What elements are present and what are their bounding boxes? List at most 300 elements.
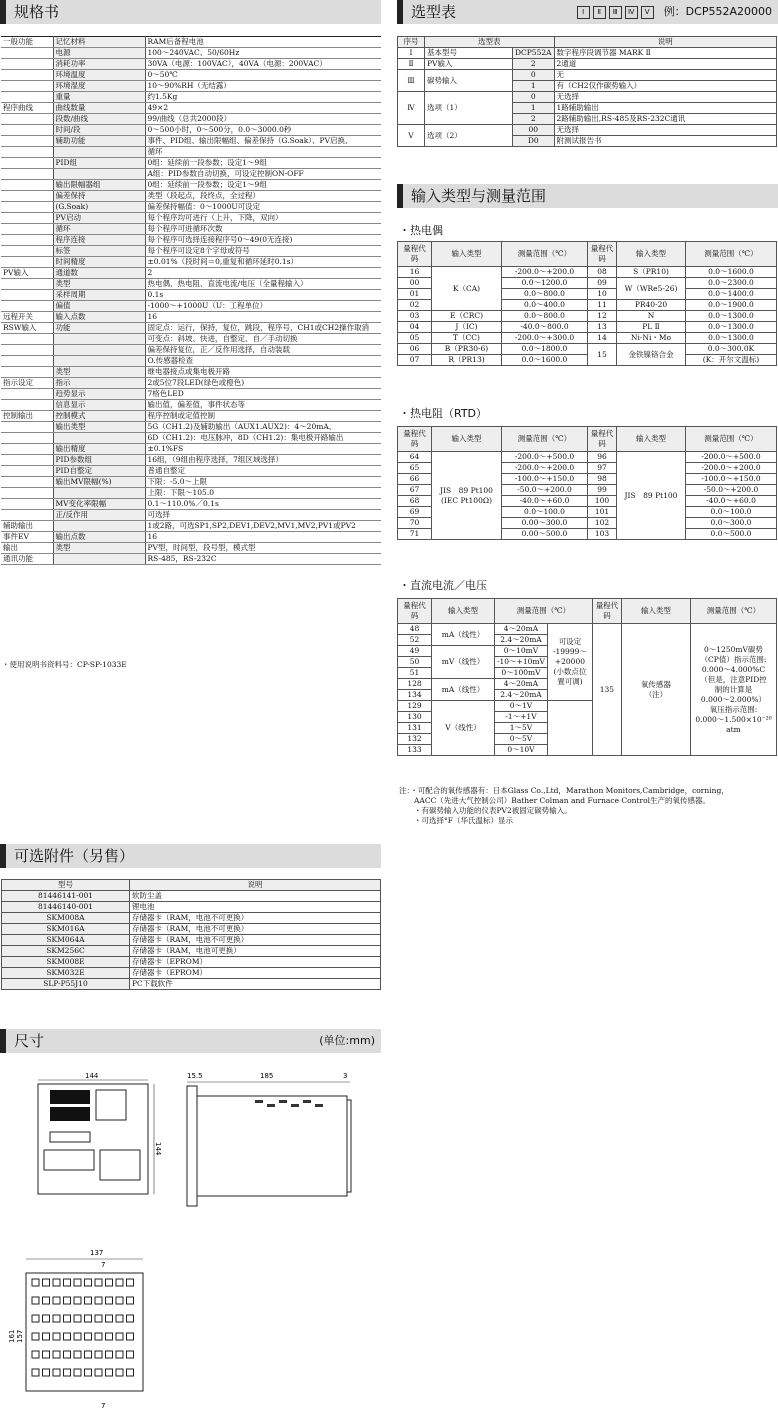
- terminal-screw: [85, 1315, 92, 1322]
- range-value: 0.0～1400.0: [686, 289, 777, 300]
- accessory-desc: 锂电池: [130, 902, 381, 913]
- spec-value: 循环: [145, 147, 381, 158]
- range-value: 2.4～20mA: [495, 690, 548, 701]
- column-header: 输入类型: [432, 599, 495, 624]
- terminal-screw: [64, 1279, 71, 1286]
- spec-row: [1, 37, 381, 48]
- accessory-desc: PC下载软件: [130, 979, 381, 990]
- spec-category: [1, 477, 53, 488]
- spec-category: [1, 59, 53, 70]
- thermocouple-table: [397, 241, 777, 366]
- range-value: 0～1V: [495, 701, 548, 712]
- spec-item: 时间精度: [53, 257, 145, 268]
- range-value: -1～+1V: [495, 712, 548, 723]
- tc-title: ・热电偶: [399, 224, 443, 237]
- accessory-desc: 软防尘盖: [130, 891, 381, 902]
- table-cell: 0.0～1600.0: [502, 355, 588, 366]
- model-code: D0: [513, 136, 555, 147]
- range-code: 97: [588, 463, 617, 474]
- note-line: 注：・可配合的氧传感器有：日本Glass Co.,Ltd，Marathon Monitors,Cambridge，corning，: [399, 786, 729, 795]
- dim-rear-h2-label: 157: [16, 1329, 24, 1343]
- roman-code-box: Ⅱ: [593, 6, 606, 19]
- spec-item: 信息显示: [53, 400, 145, 411]
- spec-category: [1, 136, 53, 147]
- terminal-screw: [127, 1333, 134, 1340]
- spec-table: [1, 36, 381, 565]
- input-type: V（线性）: [432, 701, 495, 756]
- spec-value: 下限：-5.0～上限: [145, 477, 381, 488]
- spec-item: 环境温度: [53, 70, 145, 81]
- terminal-screw: [32, 1297, 39, 1304]
- range-value: -40.0～+60.0: [502, 496, 588, 507]
- spec-category: [1, 257, 53, 268]
- spec-category: [1, 125, 53, 136]
- range-code: 02: [398, 300, 432, 311]
- spec-category: [1, 224, 53, 235]
- terminal-screw: [74, 1369, 81, 1376]
- terminal-screw: [127, 1315, 134, 1322]
- range-code: 67: [398, 485, 432, 496]
- terminal-screw: [116, 1351, 123, 1358]
- spec-item: 控制模式: [53, 411, 145, 422]
- spec-item: [53, 345, 145, 356]
- range-value: (K：开尔文温标): [686, 355, 777, 366]
- spec-category: [1, 81, 53, 92]
- spec-item: 辅助功能: [53, 136, 145, 147]
- terminal-screw: [106, 1351, 113, 1358]
- spec-category: [1, 334, 53, 345]
- accessory-desc: 存储器卡（EPROM）: [130, 957, 381, 968]
- spec-row: [1, 455, 381, 466]
- model-desc: 附测试报告书: [554, 136, 776, 147]
- dim-width-label: 144: [85, 1072, 99, 1080]
- terminal-screw: [127, 1297, 134, 1304]
- terminal-screw: [53, 1297, 60, 1304]
- oxygen-range-line: 0.000～1.500×10⁻²⁰: [695, 714, 772, 724]
- vent-slot: [303, 1100, 311, 1103]
- range-value: -100.0～+150.0: [502, 474, 588, 485]
- terminal-screw: [64, 1315, 71, 1322]
- range-code: 64: [398, 452, 432, 463]
- spec-row: [1, 411, 381, 422]
- terminal-screw: [127, 1369, 134, 1376]
- spec-note: ・使用说明书资料号：CP-SP-1033E: [2, 660, 127, 669]
- range-code: 130: [398, 712, 432, 723]
- spec-row: [1, 235, 381, 246]
- table-row: [2, 891, 381, 902]
- range-value: 0.0～1800.0: [502, 344, 588, 355]
- spec-row: [1, 125, 381, 136]
- spec-value: 可选择: [145, 510, 381, 521]
- spec-value: 固定点：运行，保持，复位，跳段，程序号，CH1或CH2操作取消: [145, 323, 381, 334]
- spec-row: [1, 246, 381, 257]
- model-code: 2: [513, 59, 555, 70]
- spec-row: [1, 301, 381, 312]
- input-type: [432, 452, 502, 540]
- spec-value: 5G（CH1.2)及辅助输出（AUX1.AUX2)：4～20mA、: [145, 422, 381, 433]
- dc-range-line: +20000: [554, 657, 586, 666]
- table-row: [2, 957, 381, 968]
- range-code: 48: [398, 624, 432, 635]
- terminal-screw: [32, 1333, 39, 1340]
- model-item: PV输入: [425, 59, 513, 70]
- spec-item: PID组: [53, 158, 145, 169]
- terminal-screw: [53, 1333, 60, 1340]
- spec-header: 规格书: [0, 0, 381, 24]
- column-header: 测量范围（℃）: [502, 427, 588, 452]
- spec-item: 环境湿度: [53, 81, 145, 92]
- range-code: 06: [398, 344, 432, 355]
- input-type: K（CA): [432, 267, 502, 311]
- accessory-model: SKM064A: [2, 935, 130, 946]
- spec-item: 趋势显示: [53, 389, 145, 400]
- spec-value: 2或5位7段LED(绿色或橙色): [145, 378, 381, 389]
- spec-value: 2: [145, 268, 381, 279]
- oxygen-range-line: 制的计算是: [714, 684, 753, 694]
- spec-item: 正/反作用: [53, 510, 145, 521]
- range-code: 50: [398, 657, 432, 668]
- spec-value: 普通自整定: [145, 466, 381, 477]
- model-code: 0: [513, 92, 555, 103]
- spec-value: 0组：延续前一段参数；设定1～9组: [145, 180, 381, 191]
- spec-row: [1, 521, 381, 532]
- model-desc: 2路辅助输出,RS-485及RS-232C通讯: [554, 114, 776, 125]
- spec-row: [1, 433, 381, 444]
- table-row: [2, 935, 381, 946]
- spec-item: 标签: [53, 246, 145, 257]
- table-row: [2, 946, 381, 957]
- spec-value: 每个程序可选择连接程序号0～49(0无连接): [145, 235, 381, 246]
- spec-item: 消耗功率: [53, 59, 145, 70]
- model-desc: 无选择: [554, 125, 776, 136]
- model-code: 0: [513, 70, 555, 81]
- model-desc: 无: [554, 70, 776, 81]
- spec-item: [53, 169, 145, 180]
- dc-range-line: (小数点位: [553, 667, 587, 676]
- accessory-model: SKM008E: [2, 957, 130, 968]
- spec-value: 偏差保持幅值：0～1000U可设定: [145, 202, 381, 213]
- roman-code-box: Ⅴ: [641, 6, 654, 19]
- accessory-model: SKM032E: [2, 968, 130, 979]
- spec-item: 类型: [53, 543, 145, 554]
- range-value: 4～20mA: [495, 679, 548, 690]
- terminal-screw: [116, 1297, 123, 1304]
- range-value: 4～20mA: [495, 624, 548, 635]
- roman-codes: [577, 5, 657, 18]
- spec-row: [1, 466, 381, 477]
- spec-row: [1, 136, 381, 147]
- oxygen-range-line: 0.000～4.000%C: [701, 664, 766, 674]
- spec-category: RSW输入: [1, 323, 53, 334]
- spec-value: 0～500小时，0～500分，0.0～3000.0秒: [145, 125, 381, 136]
- spec-row: [1, 191, 381, 202]
- range-value: 0.0～100.0: [686, 507, 777, 518]
- range-value: -50.0～+200.0: [686, 485, 777, 496]
- model-row: [398, 125, 777, 136]
- spec-item: [53, 356, 145, 367]
- spec-value: 热电偶、热电阻、直流电流/电压（全量程输入）: [145, 279, 381, 290]
- table-row: [398, 333, 777, 344]
- terminal-screw: [43, 1369, 50, 1376]
- vent-slot: [255, 1100, 263, 1103]
- spec-value: 上限：下限～105.0: [145, 488, 381, 499]
- spec-row: [1, 543, 381, 554]
- terminal-screw: [95, 1279, 102, 1286]
- spec-value: 输出值，偏差值，事件状态等: [145, 400, 381, 411]
- spec-item: 曲线数量: [53, 103, 145, 114]
- terminal-screw: [74, 1279, 81, 1286]
- spec-category: 输出: [1, 543, 53, 554]
- terminal-screw: [43, 1297, 50, 1304]
- range-code: 12: [588, 311, 617, 322]
- spec-category: [1, 356, 53, 367]
- spec-row: [1, 554, 381, 565]
- note-line: ・有碳势输入功能的仪表PV2被固定碳势输入。: [399, 806, 572, 815]
- dim-depth-b-label: 185: [260, 1072, 274, 1080]
- terminal-screw: [53, 1351, 60, 1358]
- range-code: 96: [588, 452, 617, 463]
- spec-category: [1, 400, 53, 411]
- model-item: 碳势输入: [425, 70, 513, 92]
- terminal-screw: [85, 1279, 92, 1286]
- accessory-model: SKM008A: [2, 913, 130, 924]
- spec-category: 辅助输出: [1, 521, 53, 532]
- terminal-screw: [116, 1369, 123, 1376]
- spec-category: [1, 301, 53, 312]
- input-type: S（PR10): [617, 267, 686, 278]
- range-value: -200.0～+500.0: [686, 452, 777, 463]
- spec-item: [53, 147, 145, 158]
- spec-row: [1, 290, 381, 301]
- spec-row: [1, 323, 381, 334]
- dim-rear-h1-label: 161: [8, 1329, 16, 1343]
- spec-item: (G.Soak): [53, 202, 145, 213]
- spec-category: [1, 345, 53, 356]
- spec-category: 远程开关: [1, 312, 53, 323]
- dc-title: ・直流电流／电压: [399, 579, 487, 592]
- model-row: [398, 59, 777, 70]
- terminal-screw: [106, 1333, 113, 1340]
- spec-item: 循环: [53, 224, 145, 235]
- column-header: 量程代码: [592, 599, 621, 624]
- range-value: 0～10mV: [495, 646, 548, 657]
- oxygen-range-line: （但是，注意PID控: [700, 674, 767, 684]
- spec-category: [1, 180, 53, 191]
- range-code: 134: [398, 690, 432, 701]
- terminal-screw: [95, 1297, 102, 1304]
- spec-category: [1, 279, 53, 290]
- side-view-drawing: [185, 1070, 355, 1220]
- input-type-line: （注）: [644, 689, 668, 699]
- spec-row: [1, 180, 381, 191]
- range-code: 132: [398, 734, 432, 745]
- terminal-screw: [116, 1315, 123, 1322]
- range-value: 0～5V: [495, 734, 548, 745]
- range-value: 0～100mV: [495, 668, 548, 679]
- accessory-model: SKM016A: [2, 924, 130, 935]
- accessory-model: 81446140-001: [2, 902, 130, 913]
- spec-row: [1, 422, 381, 433]
- spec-item: PID参数组: [53, 455, 145, 466]
- spec-category: PV输入: [1, 268, 53, 279]
- oxygen-range-line: atm: [726, 724, 741, 734]
- spec-value: 10～90%RH（无结露）: [145, 81, 381, 92]
- terminal-screw: [74, 1351, 81, 1358]
- range-value: -200.0～+200.0: [502, 463, 588, 474]
- oxygen-range-note: [690, 624, 776, 756]
- spec-item: [53, 334, 145, 345]
- terminal-screw: [64, 1351, 71, 1358]
- input-type-alt: (IEC Pt100Ω): [440, 495, 492, 505]
- column-header: 输入类型: [432, 242, 502, 267]
- spec-item: 电源: [53, 48, 145, 59]
- terminal-screw: [64, 1333, 71, 1340]
- range-code: 101: [588, 507, 617, 518]
- range-value: 0.0～300.0K: [686, 344, 777, 355]
- spec-item: 重量: [53, 92, 145, 103]
- range-code: 05: [398, 333, 432, 344]
- model-desc: 2通道: [554, 59, 776, 70]
- spec-row: [1, 257, 381, 268]
- rtd-table: [397, 426, 777, 540]
- spec-category: [1, 422, 53, 433]
- spec-value: 偏差保持复位，正／反作用选择，自动装载: [145, 345, 381, 356]
- oxygen-range-line: 0～1250mV碳势: [704, 644, 763, 654]
- input-type: mA（线性）: [432, 624, 495, 646]
- accessories-table: 型号 说明 81446141-001 软防尘盖 81446140-001 锂电池 SKM008A 存储器卡（RAM，电池不可更换） SKM016A 存储器卡（RAM，电池不可更换） SKM064A 存储器卡（RAM，电池不可更换） SKM256C 存储器卡（RAM，电池可更换） SKM008E 存储器卡（EPROM） SKM032E 存储器卡（EPROM） SLP-P55J10 PC下载软件: [1, 879, 381, 990]
- spec-item: [53, 554, 145, 565]
- input-type: W（WRe5-26): [617, 278, 686, 300]
- spec-item: 类型: [53, 367, 145, 378]
- column-header: 测量范围（℃）: [686, 242, 777, 267]
- accessory-model: SKM256C: [2, 946, 130, 957]
- dim-depth-c-label: 3: [343, 1072, 348, 1080]
- dim-depth-a-label: 15.5: [187, 1072, 203, 1080]
- vent-slot: [279, 1100, 287, 1103]
- input-type-line: 氧传感器: [640, 679, 671, 689]
- range-value: 0.0～2300.0: [686, 278, 777, 289]
- spec-item: PV启动: [53, 213, 145, 224]
- terminal-screw: [95, 1333, 102, 1340]
- dim-rear-width-label: 137: [90, 1249, 104, 1257]
- spec-row: [1, 378, 381, 389]
- dc-range-note: [547, 624, 592, 701]
- vent-slot: [291, 1104, 299, 1107]
- terminal-screw: [85, 1297, 92, 1304]
- table-row: [2, 913, 381, 924]
- range-value: 0.0～800.0: [502, 289, 588, 300]
- accessory-desc: 存储器卡（RAM，电池不可更换）: [130, 935, 381, 946]
- terminal-screw: [106, 1279, 113, 1286]
- table-row: [398, 311, 777, 322]
- table-row: [398, 344, 777, 355]
- spec-value: 0组：延续前一段参数；设定1～9组: [145, 158, 381, 169]
- range-code: 00: [398, 278, 432, 289]
- spec-category: [1, 158, 53, 169]
- accessory-model: 81446141-001: [2, 891, 130, 902]
- spec-row: [1, 312, 381, 323]
- terminal-screw: [85, 1369, 92, 1376]
- spec-category: [1, 488, 53, 499]
- spec-value: 1或2路，可选SP1,SP2,DEV1,DEV2,MV1,MV2,PV1或PV2: [145, 521, 381, 532]
- range-value: 2.4～20mA: [495, 635, 548, 646]
- range-code: 49: [398, 646, 432, 657]
- spec-category: [1, 466, 53, 477]
- spec-item: [53, 433, 145, 444]
- dc-range-line: 置可调): [557, 677, 583, 686]
- input-type: PL Ⅱ: [617, 322, 686, 333]
- terminal-screw: [53, 1369, 60, 1376]
- spec-category: [1, 290, 53, 301]
- range-code: 11: [588, 300, 617, 311]
- dc-range-line: 可设定: [558, 637, 582, 646]
- spec-item: 时间/段: [53, 125, 145, 136]
- oxygen-range-line: 0.000～2.000%）: [700, 694, 766, 704]
- range-code: 15: [588, 344, 617, 366]
- dc-table: [397, 598, 777, 756]
- terminal-screw: [32, 1279, 39, 1286]
- model-item: 选项（1）: [425, 92, 513, 125]
- range-value: 0.00～500.0: [502, 529, 588, 540]
- table-row: [398, 267, 777, 278]
- terminal-screw: [116, 1333, 123, 1340]
- spec-row: [1, 92, 381, 103]
- blank-cell: [547, 701, 592, 756]
- spec-value: 0.1～110.0%／0.1s: [145, 499, 381, 510]
- terminal-screw: [53, 1279, 60, 1286]
- table-row: [2, 968, 381, 979]
- spec-item: 段数/曲线: [53, 114, 145, 125]
- range-code: 51: [398, 668, 432, 679]
- range-value: -10～+10mV: [495, 657, 548, 668]
- model-code: 1: [513, 103, 555, 114]
- spec-category: 控制输出: [1, 411, 53, 422]
- spec-row: [1, 334, 381, 345]
- terminal-screw: [43, 1351, 50, 1358]
- spec-item: 输出点数: [53, 532, 145, 543]
- range-value: -200.0～+200.0: [686, 463, 777, 474]
- input-type: PR40-20: [617, 300, 686, 311]
- spec-value: RAM后备程电池: [145, 37, 381, 48]
- spec-category: [1, 389, 53, 400]
- range-code: 100: [588, 496, 617, 507]
- spec-category: 程序曲线: [1, 103, 53, 114]
- range-value: 0.0～1300.0: [686, 322, 777, 333]
- input-notes: [399, 786, 729, 826]
- spec-item: [53, 488, 145, 499]
- spec-value: 继电器接点或集电极开路: [145, 367, 381, 378]
- terminal-screw: [74, 1297, 81, 1304]
- range-value: -40.0～800.0: [502, 322, 588, 333]
- spec-item: 偏差保持: [53, 191, 145, 202]
- spec-value: A组：PID参数自动切换，可设定控制ON-OFF: [145, 169, 381, 180]
- spec-item: 程序连接: [53, 235, 145, 246]
- terminal-screw: [116, 1279, 123, 1286]
- spec-value: RS-485，RS-232C: [145, 554, 381, 565]
- spec-row: [1, 510, 381, 521]
- model-item: 基本型号: [425, 48, 513, 59]
- rtd-title: ・热电阻（RTD）: [399, 407, 488, 420]
- vent-slot: [315, 1104, 323, 1107]
- table-row: [2, 924, 381, 935]
- spec-item: 偏值: [53, 301, 145, 312]
- input-type: E（CRC): [432, 311, 502, 322]
- accessory-desc: 存储器卡（RAM，电池不可更换）: [130, 924, 381, 935]
- spec-category: [1, 246, 53, 257]
- terminal-screw: [32, 1351, 39, 1358]
- range-code: 70: [398, 518, 432, 529]
- range-code: 01: [398, 289, 432, 300]
